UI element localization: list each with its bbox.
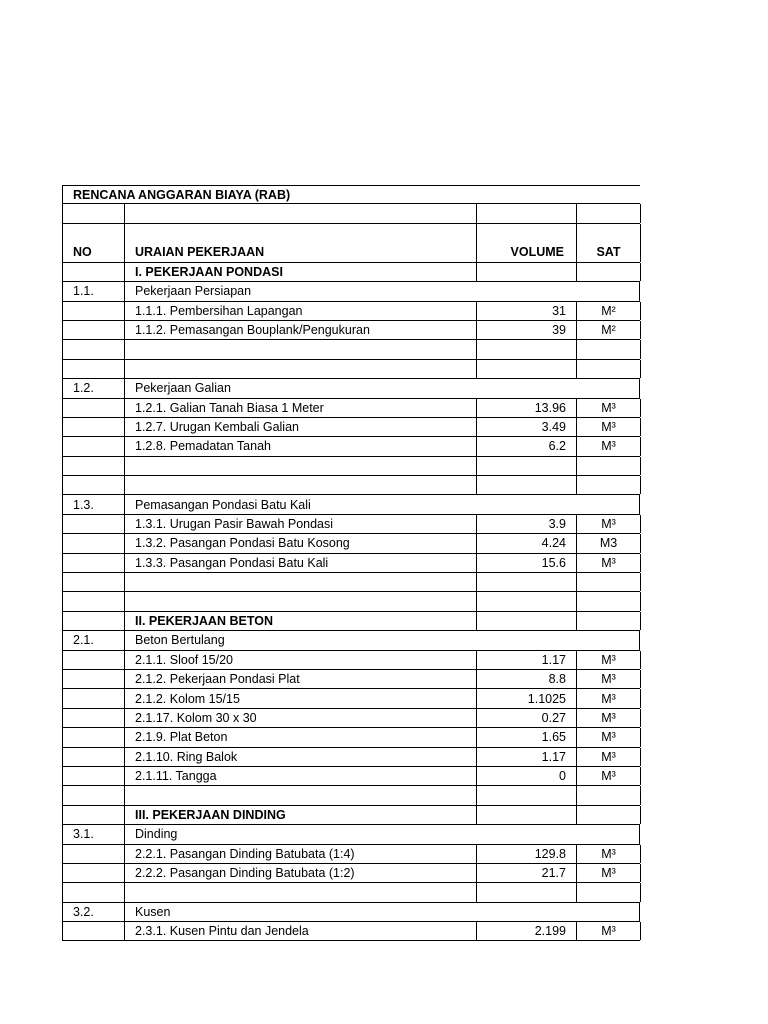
table-row <box>62 515 640 534</box>
table-row <box>62 748 640 767</box>
cell-volume <box>476 263 577 281</box>
table-row <box>62 806 640 825</box>
table-row <box>62 864 640 883</box>
header-row <box>62 224 640 263</box>
cell-unit <box>577 806 641 824</box>
table-row <box>62 709 640 728</box>
cell-unit: M³ <box>577 515 641 533</box>
table-row <box>62 592 640 611</box>
cell-description: 2.1.2. Kolom 15/15 <box>124 689 476 707</box>
cell-no: 1.2. <box>73 381 94 396</box>
table-row <box>62 282 640 301</box>
cell-no <box>63 883 124 901</box>
cell-description: Kusen <box>124 903 641 921</box>
cell-volume: 1.65 <box>476 728 577 746</box>
header-desc: URAIAN PEKERJAAN <box>124 224 476 262</box>
cell-unit <box>577 592 641 610</box>
table-body <box>62 263 640 942</box>
table-row <box>62 767 640 786</box>
cell-no <box>63 476 124 494</box>
cell-no <box>63 845 124 863</box>
table-title: RENCANA ANGGARAN BIAYA (RAB) <box>62 186 640 203</box>
cell-unit <box>577 340 641 358</box>
table-row <box>62 418 640 437</box>
cell-description: 2.2.1. Pasangan Dinding Batubata (1:4) <box>124 845 476 863</box>
header-volume: VOLUME <box>476 224 577 262</box>
table-row <box>62 845 640 864</box>
cell-no <box>63 457 124 475</box>
table-row <box>62 903 640 922</box>
table-row <box>62 379 640 398</box>
cell-unit: M³ <box>577 418 641 436</box>
cell-unit <box>577 612 641 630</box>
cell-description: 1.1.2. Pemasangan Bouplank/Pengukuran <box>124 321 476 339</box>
cell-no: 3.2. <box>73 904 94 919</box>
table-row <box>62 573 640 592</box>
cell-description <box>124 457 476 475</box>
cell-unit: M³ <box>577 922 641 940</box>
cell-description <box>124 883 476 901</box>
cell-unit <box>577 573 641 591</box>
cell-volume: 0 <box>476 767 577 785</box>
cell-description: 2.1.2. Pekerjaan Pondasi Plat <box>124 670 476 688</box>
cell-unit <box>577 786 641 804</box>
table-row <box>62 534 640 553</box>
cell-volume: 1.17 <box>476 748 577 766</box>
cell-volume: 3.9 <box>476 515 577 533</box>
cell-description: 1.2.7. Urugan Kembali Galian <box>124 418 476 436</box>
cell-no <box>63 728 124 746</box>
table-row <box>62 263 640 282</box>
table-row <box>62 495 640 514</box>
cell-no <box>63 806 124 824</box>
cell-description: 1.2.1. Galian Tanah Biasa 1 Meter <box>124 399 476 417</box>
cell-unit <box>577 360 641 378</box>
cell-no <box>63 321 124 339</box>
cell-volume: 39 <box>476 321 577 339</box>
cell-description: 1.2.8. Pemadatan Tanah <box>124 437 476 455</box>
cell-volume <box>476 340 577 358</box>
cell-no: 1.1. <box>73 284 94 299</box>
table-row <box>62 631 640 650</box>
cell-description: Dinding <box>124 825 641 843</box>
cell-no <box>63 399 124 417</box>
cell-no <box>63 437 124 455</box>
cell-no <box>63 418 124 436</box>
cell-description <box>124 360 476 378</box>
table-row <box>62 457 640 476</box>
cell-unit: M³ <box>577 728 641 746</box>
cell-no <box>63 786 124 804</box>
spacer-row <box>62 204 640 223</box>
cell-unit: M³ <box>577 399 641 417</box>
table-row <box>62 612 640 631</box>
cell-volume: 2.199 <box>476 922 577 940</box>
cell-description: 2.1.9. Plat Beton <box>124 728 476 746</box>
cell-volume: 31 <box>476 302 577 320</box>
table-row <box>62 302 640 321</box>
table-row <box>62 651 640 670</box>
cell-no: 1.3. <box>73 497 94 512</box>
cell-description: Pekerjaan Galian <box>124 379 641 397</box>
cell-unit: M² <box>577 302 641 320</box>
cell-volume: 0.27 <box>476 709 577 727</box>
cell-volume: 21.7 <box>476 864 577 882</box>
table-row <box>62 476 640 495</box>
table-row <box>62 922 640 941</box>
cell-description <box>124 573 476 591</box>
cell-description: III. PEKERJAAN DINDING <box>124 806 476 824</box>
table-row <box>62 670 640 689</box>
cell-description: I. PEKERJAAN PONDASI <box>124 263 476 281</box>
cell-description: 1.1.1. Pembersihan Lapangan <box>124 302 476 320</box>
cell-description: II. PEKERJAAN BETON <box>124 612 476 630</box>
cell-description <box>124 476 476 494</box>
cell-no <box>63 864 124 882</box>
cell-no <box>63 767 124 785</box>
cell-no <box>63 360 124 378</box>
cell-no: 3.1. <box>73 827 94 842</box>
cell-description: Beton Bertulang <box>124 631 641 649</box>
table-row <box>62 786 640 805</box>
cell-volume <box>476 883 577 901</box>
cell-unit: M³ <box>577 437 641 455</box>
cell-description <box>124 786 476 804</box>
table-row <box>62 554 640 573</box>
cell-no <box>63 651 124 669</box>
cell-no <box>63 709 124 727</box>
table-row <box>62 340 640 359</box>
cell-description: 1.3.3. Pasangan Pondasi Batu Kali <box>124 554 476 572</box>
cell-description: Pemasangan Pondasi Batu Kali <box>124 495 641 513</box>
cell-unit: M³ <box>577 554 641 572</box>
cell-unit: M³ <box>577 670 641 688</box>
cell-volume: 15.6 <box>476 554 577 572</box>
cell-no <box>63 689 124 707</box>
cell-unit: M³ <box>577 709 641 727</box>
header-unit: SAT <box>577 224 641 262</box>
cell-unit: M³ <box>577 845 641 863</box>
cell-unit: M³ <box>577 767 641 785</box>
cell-volume <box>476 612 577 630</box>
cell-description: 1.3.2. Pasangan Pondasi Batu Kosong <box>124 534 476 552</box>
cell-volume <box>476 476 577 494</box>
cell-no <box>63 592 124 610</box>
cell-volume: 3.49 <box>476 418 577 436</box>
table-row <box>62 689 640 708</box>
cell-volume: 8.8 <box>476 670 577 688</box>
table-row <box>62 825 640 844</box>
cell-volume: 129.8 <box>476 845 577 863</box>
cell-volume <box>476 457 577 475</box>
cell-volume: 13.96 <box>476 399 577 417</box>
cell-no <box>63 554 124 572</box>
cell-no <box>63 302 124 320</box>
cell-description: 2.1.17. Kolom 30 x 30 <box>124 709 476 727</box>
cell-no: 2.1. <box>73 633 94 648</box>
cell-unit: M³ <box>577 748 641 766</box>
cell-unit: M3 <box>577 534 641 552</box>
cell-volume <box>476 786 577 804</box>
cell-description <box>124 592 476 610</box>
cell-description: 2.1.1. Sloof 15/20 <box>124 651 476 669</box>
cell-description: 1.3.1. Urugan Pasir Bawah Pondasi <box>124 515 476 533</box>
cell-volume: 4.24 <box>476 534 577 552</box>
table-row <box>62 883 640 902</box>
header-no: NO <box>73 244 92 259</box>
table-row <box>62 360 640 379</box>
cell-unit <box>577 883 641 901</box>
cell-volume <box>476 360 577 378</box>
cell-volume: 1.17 <box>476 651 577 669</box>
cell-description: 2.1.11. Tangga <box>124 767 476 785</box>
cell-volume <box>476 573 577 591</box>
cell-description: 2.3.1. Kusen Pintu dan Jendela <box>124 922 476 940</box>
table-row <box>62 728 640 747</box>
cell-unit <box>577 476 641 494</box>
cell-no <box>63 340 124 358</box>
table-row <box>62 321 640 340</box>
cell-volume <box>476 806 577 824</box>
cell-unit: M³ <box>577 864 641 882</box>
cell-no <box>63 515 124 533</box>
cell-description <box>124 340 476 358</box>
cell-unit <box>577 263 641 281</box>
cell-no <box>63 263 124 281</box>
cell-description: 2.2.2. Pasangan Dinding Batubata (1:2) <box>124 864 476 882</box>
table-row <box>62 437 640 456</box>
cell-unit: M³ <box>577 689 641 707</box>
cell-no <box>63 922 124 940</box>
cell-unit: M³ <box>577 651 641 669</box>
cell-volume: 6.2 <box>476 437 577 455</box>
cell-description: Pekerjaan Persiapan <box>124 282 641 300</box>
cell-no <box>63 670 124 688</box>
cell-volume: 1.1025 <box>476 689 577 707</box>
cell-volume <box>476 592 577 610</box>
table-row <box>62 399 640 418</box>
cell-no <box>63 748 124 766</box>
cell-no <box>63 534 124 552</box>
cell-unit: M² <box>577 321 641 339</box>
table-title-row <box>62 185 640 204</box>
rab-table <box>62 185 640 941</box>
cell-no <box>63 612 124 630</box>
cell-description: 2.1.10. Ring Balok <box>124 748 476 766</box>
cell-unit <box>577 457 641 475</box>
cell-no <box>63 573 124 591</box>
